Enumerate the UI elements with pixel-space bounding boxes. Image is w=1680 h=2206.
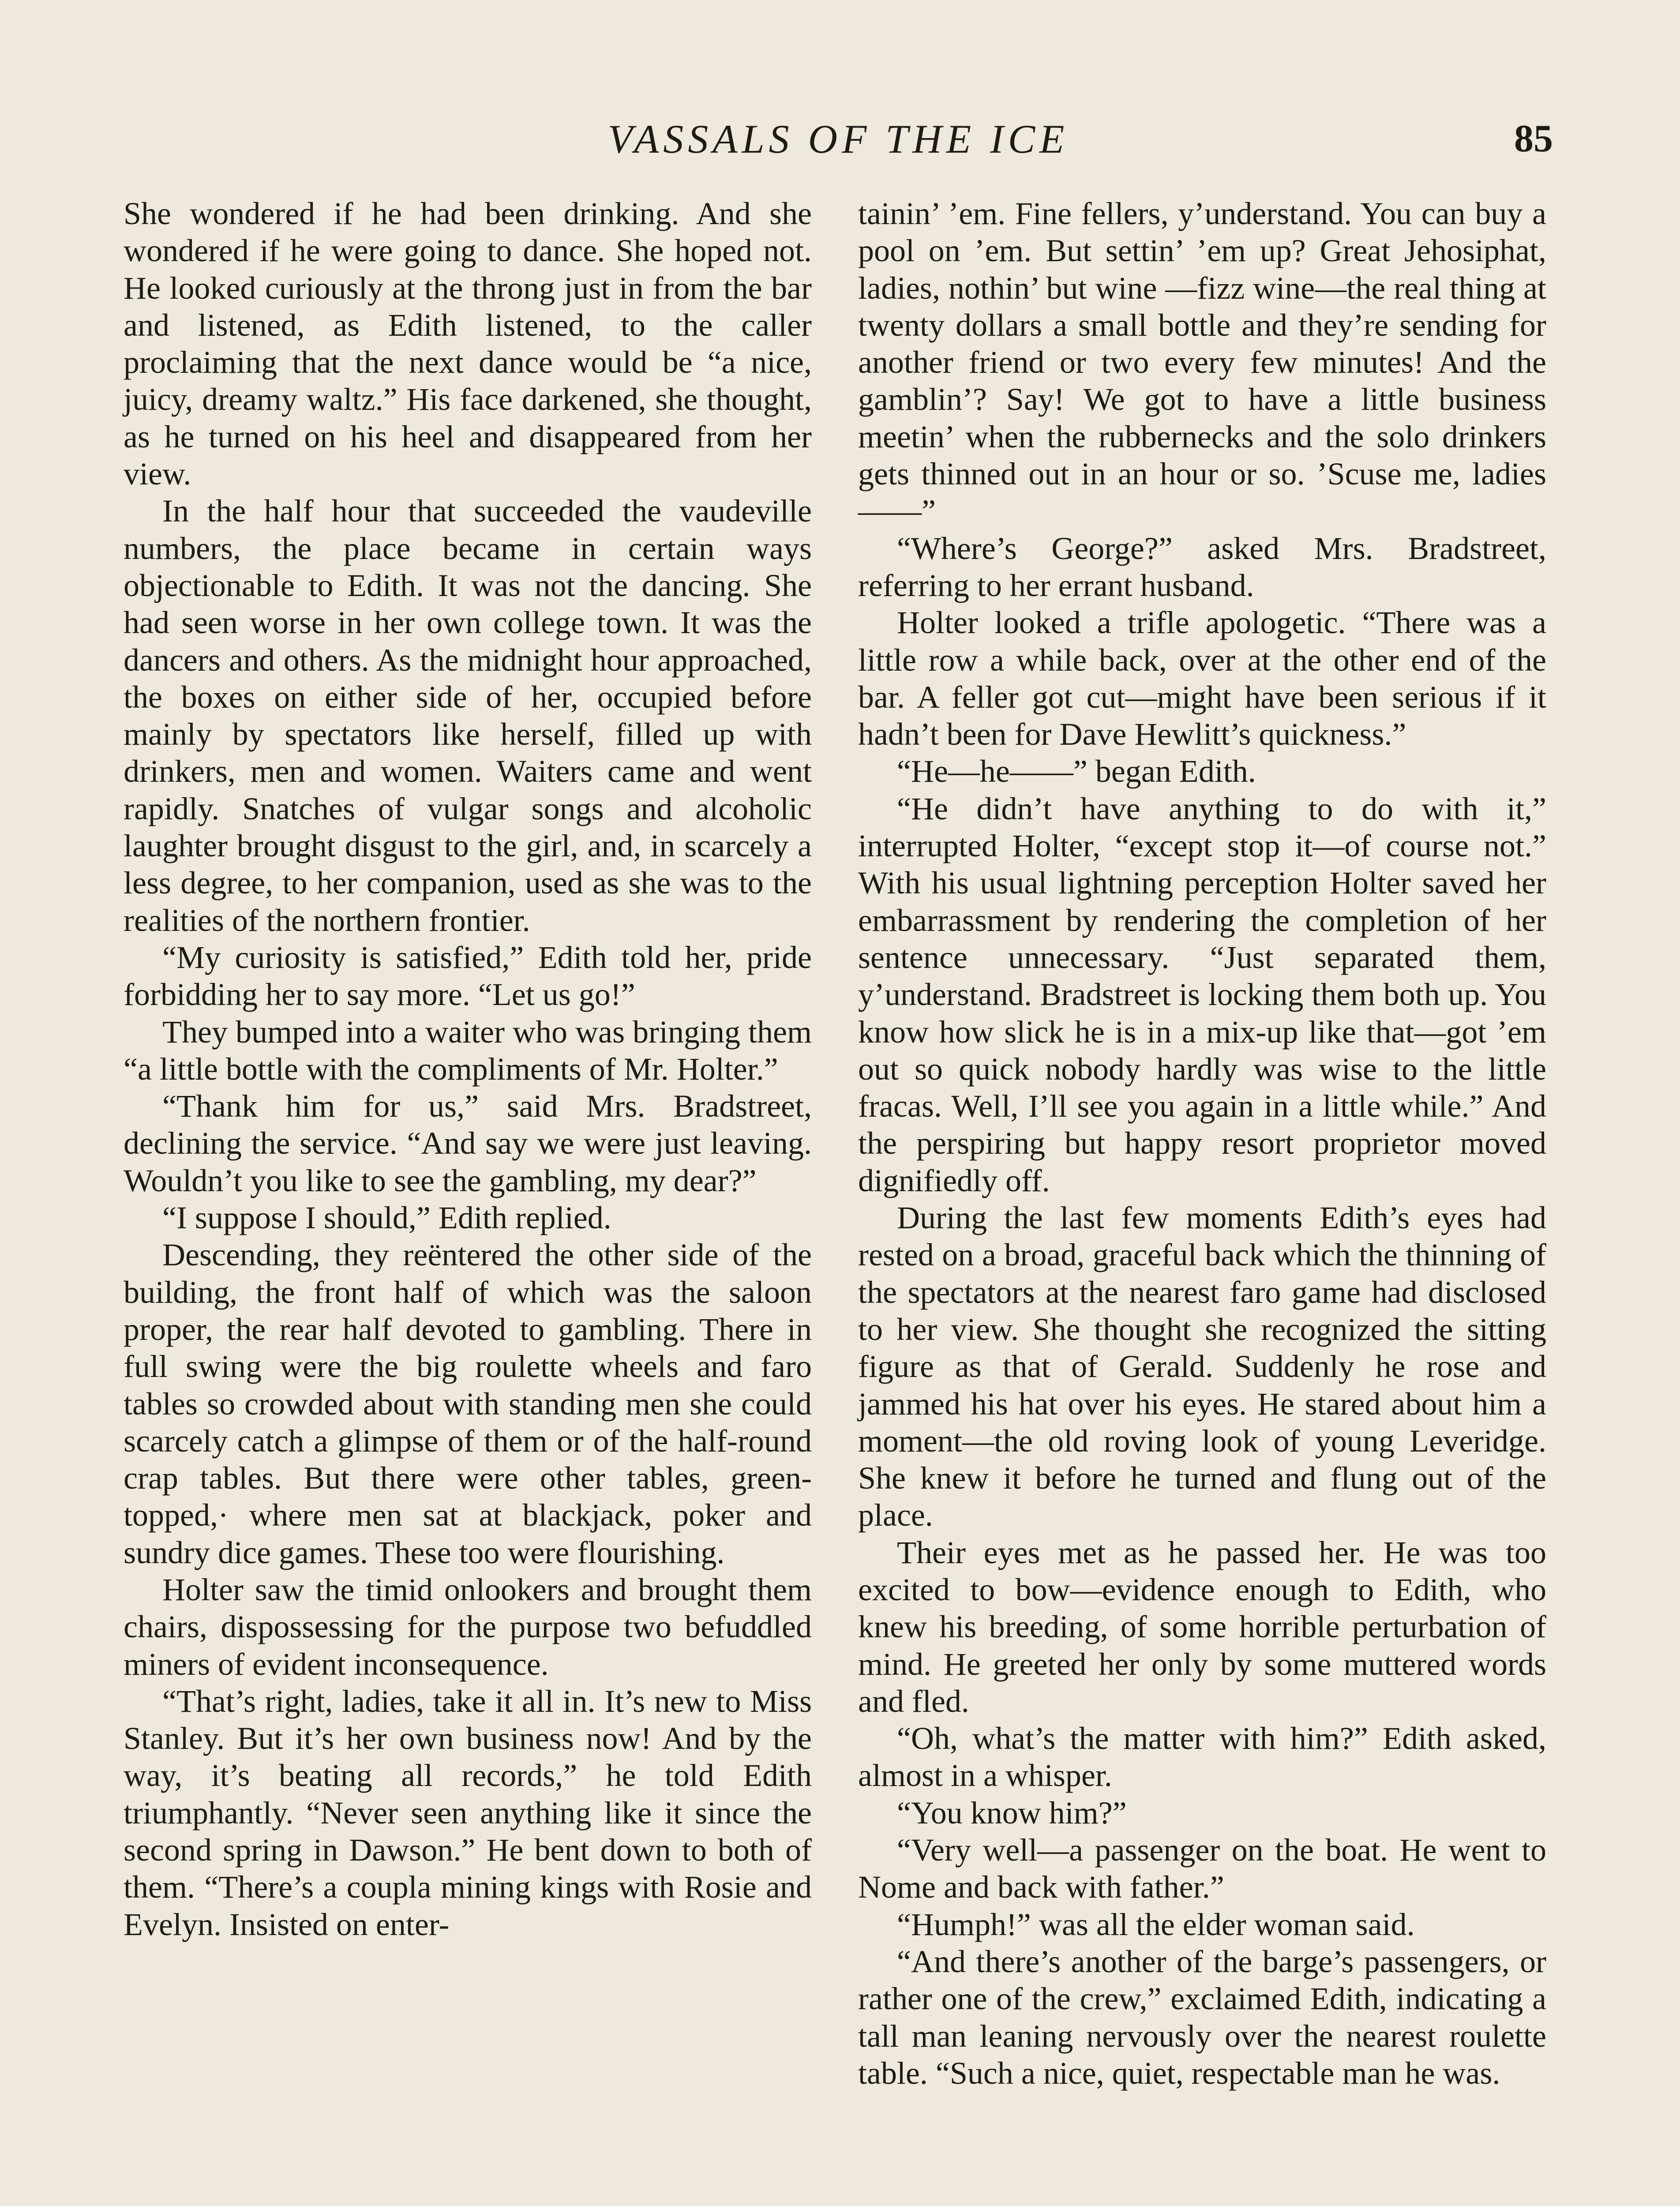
paragraph: “I suppose I should,” Edith replied. (162, 1200, 611, 1236)
paragraph: “Oh, what’s the matter with him?” Edith asked, almost in a whisper. (858, 1721, 1546, 1793)
paragraph: They bumped into a waiter who was bringing them “a little bottle with the compliments of Mr. Holter.” (124, 1014, 812, 1087)
paragraph: “You know him?” (897, 1795, 1127, 1831)
paragraph: “He—he——” began Edith. (897, 754, 1256, 789)
paragraph: Holter looked a trifle apologetic. “There was a little row a while back, over at the other end of the bar. A feller got cut—might have been serious if it hadn’t been for Dave Hewlitt’s quickness.” (858, 605, 1546, 752)
paragraph: “And there’s another of the barge’s passengers, or rather one of the crew,” exclaimed Edith, indicating a tall man leaning nervously over the nearest roulette table. “Such a nice, quiet, respectable man he was. (858, 1943, 1546, 2091)
page-number: 85 (1514, 117, 1553, 160)
paragraph: During the last few moments Edith’s eyes had rested on a broad, graceful back which the thinning of the spectators at the nearest faro game had disclosed to her view. She thought she recognized the sitting figure as that of Gerald. Suddenly he rose and jammed his hat over his eyes. He stared about him a moment—the old roving look of young Leveridge. She knew it before he turned and flung out of the place. (858, 1200, 1546, 1533)
running-title: VASSALS OF THE ICE (608, 116, 1069, 161)
paragraph: “Thank him for us,” said Mrs. Bradstreet, declining the service. “And say we were just leaving. Wouldn’t you like to see the gambling, my dear?” (124, 1088, 812, 1198)
paragraph: “Where’s George?” asked Mrs. Bradstreet, referring to her errant husband. (858, 530, 1546, 603)
paragraph: In the half hour that succeeded the vaudeville numbers, the place became in certain ways objectionable to Edith. It was not the dancing. She had seen worse in her own college town. It was the dancers and others. As the midnight hour approached, the boxes on either side of her, occupied before mainly by spectators like herself, filled up with drinkers, men and women. Waiters came and went rapidly. Snatches of vulgar songs and alcoholic laughter brought disgust to the girl, and, in scarcely a less degree, to her companion, used as she was to the realities of the northern frontier. (124, 493, 812, 938)
right-column (858, 195, 1546, 2092)
paragraph: tainin’ ’em. Fine fellers, y’understand. You can buy a pool on ’em. But settin’ ’em up? Great Jehosiphat, ladies, nothin’ but wine —fizz wine—the real thing at twenty dollars a small bottle and they’re sending for another friend or two every few minutes! And the gamblin’? Say! We got to have a little business meetin’ when the rubbernecks and the solo drinkers gets thinned out in an hour or so. ’Scuse me, ladies——” (858, 196, 1546, 529)
paragraph: “Very well—a passenger on the boat. He went to Nome and back with father.” (858, 1832, 1546, 1905)
left-column (124, 195, 812, 1943)
paragraph: She wondered if he had been drinking. And she wondered if he were going to dance. She hoped not. He looked curiously at the throng just in from the bar and listened, as Edith listened, to the caller proclaiming that the next dance would be “a nice, juicy, dreamy waltz.” His face darkened, she thought, as he turned on his heel and disappeared from her view. (124, 196, 812, 492)
paragraph: “Humph!” was all the elder woman said. (897, 1906, 1415, 1942)
paragraph: Descending, they reëntered the other side of the building, the front half of which was the saloon proper, the rear half devoted to gambling. There in full swing were the big roulette wheels and faro tables so crowded about with standing men she could scarcely catch a glimpse of them or of the half-round crap tables. But there were other tables, green-topped,· where men sat at blackjack, poker and sundry dice games. These too were flourishing. (124, 1237, 812, 1570)
paragraph: Their eyes met as he passed her. He was too excited to bow—evidence enough to Edith, who knew his breeding, of some horrible perturbation of mind. He greeted her only by some muttered words and fled. (858, 1534, 1546, 1719)
paragraph: “He didn’t have anything to do with it,” interrupted Holter, “except stop it—of course not.” With his usual lightning perception Holter saved her embarrassment by rendering the completion of her sentence unnecessary. “Just separated them, y’understand. Bradstreet is locking them both up. You know how slick he is in a mix-up like that—got ’em out so quick nobody hardly was wise to the little fracas. Well, I’ll see you again in a little while.” And the perspiring but happy resort proprietor moved dignifiedly off. (858, 791, 1546, 1198)
paragraph: Holter saw the timid onlookers and brought them chairs, dispossessing for the purpose two befuddled miners of evident inconsequence. (124, 1572, 812, 1682)
paragraph: “That’s right, ladies, take it all in. It’s new to Miss Stanley. But it’s her own business now! And by the way, it’s beating all records,” he told Edith triumphantly. “Never seen anything like it since the second spring in Dawson.” He bent down to both of them. “There’s a coupla mining kings with Rosie and Evelyn. Insisted on enter- (124, 1683, 812, 1942)
paragraph: “My curiosity is satisfied,” Edith told her, pride forbidding her to say more. “Let us go!” (124, 939, 812, 1013)
page-header (124, 113, 1553, 165)
